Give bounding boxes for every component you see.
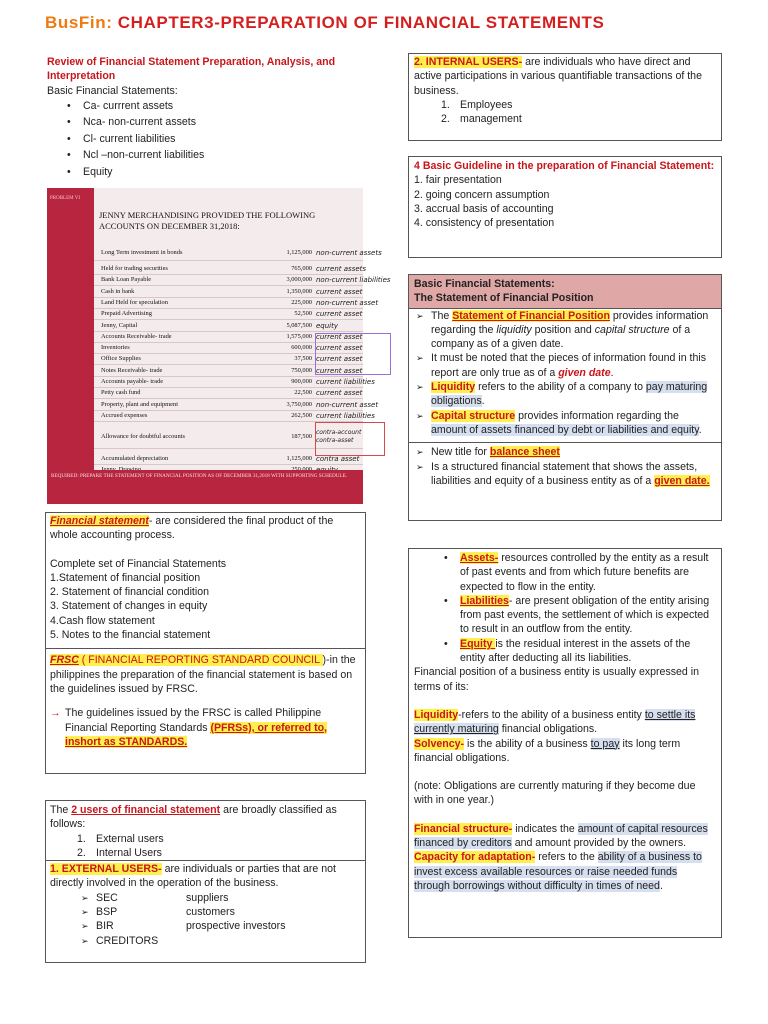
list-item: 3. accrual basis of accounting xyxy=(414,202,554,215)
account-amount: 900,000 xyxy=(291,378,312,385)
account-amount: 765,000 xyxy=(291,265,312,272)
list-item-desc: customers xyxy=(186,906,235,919)
account-name: Accrued expenses xyxy=(101,411,148,419)
internal-users-def: are individuals who have direct and active participations in various quantifiable transactions of the business. xyxy=(414,56,702,97)
table-row xyxy=(94,309,363,320)
guidelines-heading: 4 Basic Guideline in the preparation of Financial Statement: xyxy=(414,160,715,172)
account-name: Accounts Receivable- trade xyxy=(101,332,172,340)
external-users-def: are individuals or parties that are not directly involved in the operation of the business. xyxy=(50,863,336,890)
account-amount: 225,000 xyxy=(291,298,312,306)
account-name: Bank Loan Payable xyxy=(101,276,152,284)
users-box xyxy=(45,800,366,963)
divider xyxy=(46,860,365,861)
handwritten-classification: non-current asset xyxy=(316,400,379,409)
chapter-title: CHAPTER3-PREPARATION OF FINANCIAL STATEMENTS xyxy=(112,13,605,32)
account-name: Office Supplies xyxy=(101,355,141,363)
financial-structure-def: Financial structure- indicates the amount of capital resources financed by creditors and amount provided by the owners. xyxy=(414,822,708,850)
list-item: • Nca- non-current assets xyxy=(83,114,367,130)
account-name: Inventories xyxy=(101,344,130,352)
handwritten-classification: current asset xyxy=(316,332,363,341)
list-item: 4. consistency of presentation xyxy=(414,217,555,230)
account-amount: 52,500 xyxy=(294,310,312,318)
list-item: Internal Users xyxy=(96,846,162,859)
sfp-bullets-2 xyxy=(409,445,721,488)
list-item: • Ncl –non-current liabilities xyxy=(83,147,367,163)
table-row xyxy=(94,400,379,411)
account-amount: 187,500 xyxy=(291,433,312,441)
handwritten-classification: current asset xyxy=(316,355,363,364)
handwritten-classification: current liabilities xyxy=(316,378,375,386)
list-item: BSP xyxy=(96,906,118,919)
users-pre: The xyxy=(50,804,72,816)
sfp-heading-1: Basic Financial Statements: xyxy=(414,278,555,290)
fs-definition: - are considered the final product of the whole accounting process. xyxy=(50,515,334,542)
list-item: ➢ It must be noted that the pieces of information found in this report are only true as of a given date. xyxy=(431,351,717,380)
internal-users-list: 1. Employees 2. management xyxy=(441,98,522,126)
list-item: 4.Cash flow statement xyxy=(50,614,155,627)
handwritten-classification: current asset xyxy=(316,287,363,296)
handwritten-classification: contra asset xyxy=(316,454,360,463)
account-amount: 1,125,000 xyxy=(286,249,312,256)
account-name: Long Term investment in bonds xyxy=(101,249,183,256)
brand-label: BusFin: xyxy=(45,13,113,32)
list-item: • Assets- resources controlled by the entity as a result of past events and from which future benefits are expected to flow in the entity. xyxy=(460,551,716,594)
list-item: 1.Statement of financial position xyxy=(50,571,201,584)
handwritten-classification: current asset xyxy=(316,366,363,375)
list-item: ➢ New title for balance sheet xyxy=(431,445,717,459)
financial-statement-box xyxy=(45,512,366,774)
complete-set-heading: Complete set of Financial Statements xyxy=(50,557,227,570)
list-item: • Liabilities- are present obligation of the entity arising from past events, the settlement of which is expected to result in an outflow from the entity. xyxy=(460,594,716,637)
list-item: SEC xyxy=(96,891,118,904)
worksheet-image xyxy=(47,188,391,504)
review-intro: Basic Financial Statements: xyxy=(47,84,178,97)
account-amount: 600,000 xyxy=(291,344,312,352)
list-item: 5. Notes to the financial statement xyxy=(50,629,211,642)
external-users-list xyxy=(50,891,361,948)
sfp-header xyxy=(409,275,721,309)
review-heading: Review of Financial Statement Preparation, Analysis, and Interpretation xyxy=(47,56,336,83)
list-item: ➢ Capital structure provides information regarding the amount of assets financed by debt or liabilities and equity. xyxy=(431,409,717,438)
list-item: • Cl- current liabilities xyxy=(83,131,367,147)
solvency-def: Solvency- is the ability of a business to pay its long term financial obligations. xyxy=(414,737,681,764)
page-title xyxy=(45,12,604,34)
account-name: Cash in bank xyxy=(101,287,135,295)
account-amount: 1,125,000 xyxy=(286,454,312,462)
account-name: Held for trading securities xyxy=(101,265,168,272)
review-section xyxy=(47,55,367,180)
review-list xyxy=(47,98,367,180)
table-row xyxy=(94,246,382,261)
worksheet-required: REQUIRED: PREPARE THE STATEMENT OF FINANCIAL POSITION AS OF DECEMBER 31,2018 WITH SUPPORTING SCHEDULE. xyxy=(47,470,363,504)
list-item: 3. Statement of changes in equity xyxy=(50,600,208,613)
worksheet-sidebar xyxy=(47,188,94,504)
account-name: Jenny, Capital xyxy=(101,321,138,329)
account-name: Petty cash fund xyxy=(101,389,141,397)
table-row xyxy=(94,411,375,422)
worksheet-heading: JENNY MERCHANDISING PROVIDED THE FOLLOWING ACCOUNTS ON DECEMBER 31,2018: xyxy=(99,210,316,231)
account-name: Land Held for speculation xyxy=(101,298,168,306)
list-item: CREDITORS xyxy=(96,934,159,947)
divider xyxy=(409,442,721,443)
account-name: Property, plant and equipment xyxy=(101,400,178,408)
account-name: Prepaid Advertising xyxy=(101,310,152,318)
sfp-heading-2: The Statement of Financial Position xyxy=(414,292,594,305)
table-row xyxy=(94,298,379,309)
frsc-term: FRSC xyxy=(50,654,79,667)
table-row xyxy=(94,377,375,388)
obligations-note: (note: Obligations are currently maturing if they become due with in one year.) xyxy=(414,780,696,807)
external-users-term: 1. EXTERNAL USERS- xyxy=(50,863,162,876)
capacity-def: Capacity for adaptation- refers to the ability of a business to invest excess available resources or raise needed funds through borrowings without difficulty in times of need. xyxy=(414,851,702,892)
list-item: ➢ The Statement of Financial Position provides information regarding the liquidity position and capital structure of a company as of a given date. xyxy=(431,309,717,352)
table-row xyxy=(94,264,367,275)
financial-position-text: Financial position of a business entity is usually expressed in terms of its: xyxy=(414,666,700,693)
internal-users-box xyxy=(408,53,722,141)
account-amount: 5,087,500 xyxy=(286,321,312,329)
list-item: ➢ Is a structured financial statement that shows the assets, liabilities and equity of a business entity as of a given date. xyxy=(431,460,717,489)
account-amount: 3,000,000 xyxy=(286,276,312,284)
account-amount: 37,500 xyxy=(294,355,312,363)
complete-set-list xyxy=(50,571,361,642)
sfp-bullets xyxy=(409,309,721,438)
annotation-box xyxy=(315,333,391,375)
frsc-name: ( FINANCIAL REPORTING STANDARD COUNCIL xyxy=(78,654,323,667)
account-name: Accumulated depreciation xyxy=(101,454,169,462)
list-item-desc: suppliers xyxy=(186,891,229,904)
handwritten-classification: contra-account contra-asset xyxy=(316,429,362,445)
handwritten-classification: current asset xyxy=(316,310,363,319)
guidelines-box xyxy=(408,156,722,258)
list-item: • Ca- currrent assets xyxy=(83,98,367,114)
liquidity-def: Liquidity-refers to the ability of a business entity to settle its currently maturing financial obligations. xyxy=(414,708,696,736)
account-amount: 22,500 xyxy=(294,389,312,397)
table-row xyxy=(94,388,363,399)
table-row xyxy=(94,287,363,298)
list-item: 2. Statement of financial condition xyxy=(50,586,210,599)
account-name: Allowance for doubtful accounts xyxy=(101,433,185,441)
annotation-box xyxy=(315,422,385,456)
pfrs-term: (PFRSs), or referred to, inshort as STANDARDS. xyxy=(65,721,328,748)
table-row xyxy=(94,321,363,332)
users-list: 1. External users 2. Internal Users xyxy=(77,832,164,859)
list-item: BIR xyxy=(96,920,114,933)
account-amount: 1,350,000 xyxy=(286,287,312,295)
divider xyxy=(46,648,365,649)
pfrs-text: The guidelines issued by the FRSC is called Philippine Financial Reporting Standards xyxy=(65,707,322,734)
account-amount: 750,000 xyxy=(291,366,312,374)
problem-label: PROBLEM VI xyxy=(50,196,81,201)
sfp-box xyxy=(408,274,722,521)
handwritten-classification: non-current assets xyxy=(316,249,382,257)
list-item: 2. going concern assumption xyxy=(414,188,550,201)
arrow-icon: → xyxy=(50,707,61,720)
list-item: External users xyxy=(96,832,164,845)
list-item: Employees xyxy=(460,98,513,111)
guidelines-list xyxy=(414,173,716,230)
handwritten-classification: current assets xyxy=(316,265,367,273)
account-name: Notes Receivable- trade xyxy=(101,366,163,374)
list-item: • Equity xyxy=(83,164,367,180)
users-term: 2 users of financial statement xyxy=(71,804,221,816)
handwritten-classification: non-current liabilities xyxy=(316,276,391,285)
fs-term: Financial statement xyxy=(50,515,149,527)
table-row xyxy=(94,275,391,286)
elements-box xyxy=(408,548,722,938)
handwritten-classification: current asset xyxy=(316,389,363,398)
frsc-definition: )-in the philippines the preparation of the financial statement is based on the guidelines issued by FRSC. xyxy=(50,654,356,695)
handwritten-classification: current asset xyxy=(316,344,363,353)
internal-users-term: 2. INTERNAL USERS- xyxy=(414,56,523,68)
elements-list xyxy=(414,551,716,665)
account-amount: 1,575,000 xyxy=(286,332,312,340)
list-item: • Equity is the residual interest in the assets of the entity after deducting all its liabilities. xyxy=(460,637,716,666)
list-item: 1. fair presentation xyxy=(414,174,502,187)
users-post: are broadly classified as follows: xyxy=(50,804,337,831)
list-item-desc: prospective investors xyxy=(186,920,286,933)
list-item: ➢ Liquidity refers to the ability of a company to pay maturing obligations. xyxy=(431,380,717,409)
handwritten-classification: current liabilities xyxy=(316,411,375,420)
handwritten-classification: non-current asset xyxy=(316,298,379,307)
account-name: Accounts payable- trade xyxy=(101,378,164,385)
handwritten-classification: equity xyxy=(316,321,339,330)
account-amount: 3,750,000 xyxy=(286,400,312,408)
account-amount: 262,500 xyxy=(291,411,312,419)
list-item: management xyxy=(460,113,522,126)
